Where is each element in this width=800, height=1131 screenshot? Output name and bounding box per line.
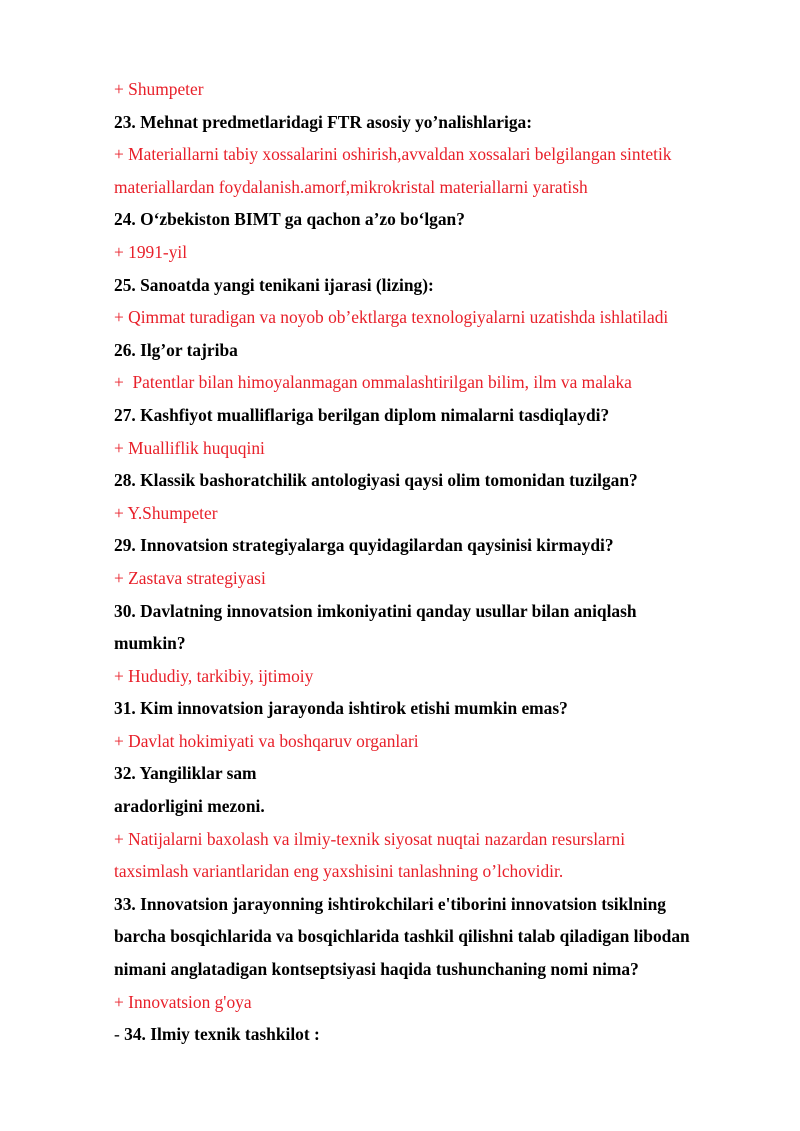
question-line: 30. Davlatning innovatsion imkoniyatini qanday usullar bilan aniqlash [114, 600, 637, 621]
question-line [114, 1018, 754, 1051]
question-line: aradorligini mezoni. [114, 796, 265, 817]
answer-line: materiallardan foydalanish.amorf,mikrokristal materiallarni yaratish [114, 176, 588, 197]
question-line: 29. Innovatsion strategiyalarga quyidagilardan qaysinisi kirmaydi? [114, 535, 614, 556]
question-line: 24. O‘zbekiston BIMT ga qachon a’zo bo‘lgan? [114, 209, 465, 230]
answer-line: + 1991-yil [114, 241, 188, 262]
answer-line: + Hududiy, tarkibiy, ijtimoiy [114, 665, 314, 686]
answer-line: + Innovatsion g'oya [114, 991, 252, 1012]
answer-line: + Shumpeter [114, 79, 204, 99]
answer-line: + Mualliflik huquqini [114, 437, 265, 458]
question-line: 25. Sanoatda yangi tenikani ijarasi (lizing): [114, 274, 434, 295]
question-line: 27. Kashfiyot mualliflariga berilgan diplom nimalarni tasdiqlaydi? [114, 404, 610, 425]
question-line: 31. Kim innovatsion jarayonda ishtirok etishi mumkin emas? [114, 698, 568, 719]
answer-line: + Materiallarni tabiy xossalarini oshirish,avvaldan xossalari belgilangan sintetik [114, 144, 672, 165]
answer-line: + Y.Shumpeter [114, 502, 218, 523]
question-line: 28. Klassik bashoratchilik antologiyasi qaysi olim tomonidan tuzilgan? [114, 470, 638, 491]
answer-line: taxsimlash variantlaridan eng yaxshisini tanlashning o’lchovidir. [114, 861, 564, 882]
answer-line: + Davlat hokimiyati va boshqaruv organlari [114, 730, 419, 751]
question-line: 26. Ilg’or tajriba [114, 339, 238, 360]
question-line: mumkin? [114, 633, 186, 654]
question-text: 34. Ilmiy texnik tashkilot : [124, 1024, 320, 1045]
question-line: barcha bosqichlarida va bosqichlarida tashkil qilishni talab qiladigan libodan [114, 926, 690, 947]
document-page [114, 73, 754, 1051]
dash-prefix: - [114, 1024, 125, 1045]
answer-line: + Qimmat turadigan va noyob ob’ektlarga texnologiyalarni uzatishda ishlatiladi [114, 307, 669, 328]
question-line: 33. Innovatsion jarayonning ishtirokchilari e'tiborini innovatsion tsiklning [114, 893, 666, 914]
answer-line: + Patentlar bilan himoyalanmagan ommalashtirilgan bilim, ilm va malaka [114, 372, 632, 393]
answer-line: + Zastava strategiyasi [114, 567, 266, 588]
answer-line: + Natijalarni baxolash va ilmiy-texnik siyosat nuqtai nazardan resurslarni [114, 828, 626, 849]
question-line: 32. Yangiliklar sam [114, 763, 257, 784]
question-line: nimani anglatadigan kontseptsiyasi haqida tushunchaning nomi nima? [114, 959, 639, 980]
question-line: 23. Mehnat predmetlaridagi FTR asosiy yo’nalishlariga: [114, 111, 533, 132]
